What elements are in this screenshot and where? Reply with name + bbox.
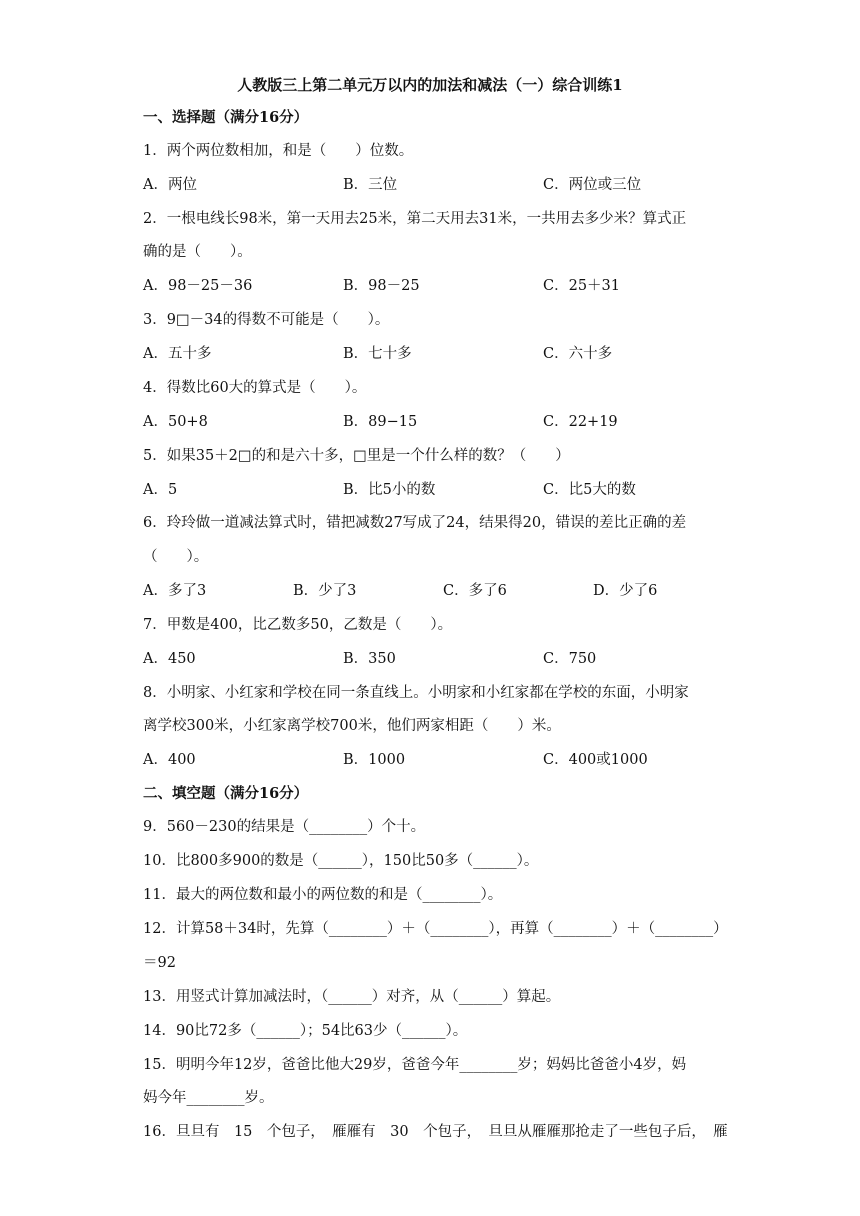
option-4b: B．89−15	[343, 414, 418, 430]
question-9: 9．560－230的结果是（________）个十。	[143, 819, 426, 835]
option-5a: A．5	[143, 482, 178, 498]
question-8-line2: 离学校300米，小红家离学校700米，他们两家相距（ ）米。	[143, 718, 561, 734]
option-6c: C．多了6	[443, 583, 507, 599]
question-15-line1: 15．明明今年12岁，爸爸比他大29岁，爸爸今年________岁；妈妈比爸爸小4岁，妈	[143, 1057, 687, 1073]
option-1b: B．三位	[343, 177, 398, 193]
question-2-line1: 2．一根电线长98米，第一天用去25米，第二天用去31米，一共用去多少米？算式正	[143, 211, 687, 227]
option-8c: C．400或1000	[543, 752, 648, 768]
question-7: 7．甲数是400，比乙数多50，乙数是（ ）。	[143, 617, 453, 633]
option-6d: D．少了6	[593, 583, 658, 599]
option-4a: A．50+8	[143, 414, 208, 430]
question-8-line1: 8．小明家、小红家和学校在同一条直线上。小明家和小红家都在学校的东面，小明家	[143, 685, 689, 701]
question-6-line2: （ ）。	[143, 549, 209, 565]
question-1: 1．两个两位数相加，和是（ ）位数。	[143, 143, 414, 159]
option-4c: C．22+19	[543, 414, 618, 430]
question-10: 10．比800多900的数是（______），150比50多（______）。	[143, 853, 539, 869]
question-2-line2: 确的是（ ）。	[143, 244, 252, 260]
option-5c: C．比5大的数	[543, 482, 636, 498]
question-15-line2: 妈今年________岁。	[143, 1090, 274, 1106]
question-13: 13．用竖式计算加减法时，（______）对齐，从（______）算起。	[143, 989, 561, 1005]
section-heading-choice: 一、选择题（满分16分）	[143, 109, 309, 126]
option-2a: A．98－25－36	[143, 278, 253, 294]
question-5: 5．如果35＋2□的和是六十多，□里是一个什么样的数？（ ）	[143, 448, 570, 464]
question-12-line2: ＝92	[143, 955, 176, 971]
option-2c: C．25＋31	[543, 278, 620, 294]
option-5b: B．比5小的数	[343, 482, 436, 498]
option-3c: C．六十多	[543, 346, 613, 362]
option-6a: A．多了3	[143, 583, 207, 599]
question-4: 4．得数比60大的算式是（ ）。	[143, 380, 367, 396]
question-6-line1: 6．玲玲做一道减法算式时，错把减数27写成了24，结果得20，错误的差比正确的差	[143, 515, 687, 531]
question-14: 14．90比72多（______）；54比63少（______）。	[143, 1023, 468, 1039]
question-3: 3．9□－34的得数不可能是（ ）。	[143, 312, 390, 328]
option-7b: B．350	[343, 651, 396, 667]
option-1c: C．两位或三位	[543, 177, 642, 193]
option-1a: A．两位	[143, 177, 197, 193]
question-16: 16．旦旦有 15 个包子， 雁雁有 30 个包子， 旦旦从雁雁那抢走了一些包子后， 雁	[143, 1124, 728, 1140]
question-11: 11．最大的两位数和最小的两位数的和是（________）。	[143, 887, 503, 903]
option-2b: B．98－25	[343, 278, 420, 294]
option-7a: A．450	[143, 651, 196, 667]
option-8a: A．400	[143, 752, 196, 768]
option-3a: A．五十多	[143, 346, 212, 362]
option-3b: B．七十多	[343, 346, 412, 362]
question-12-line1: 12．计算58＋34时，先算（________）＋（________），再算（________）＋（________）	[143, 921, 728, 937]
page-title: 人教版三上第二单元万以内的加法和减法（一）综合训练1	[237, 76, 623, 94]
option-8b: B．1000	[343, 752, 406, 768]
section-heading-fill: 二、填空题（满分16分）	[143, 785, 309, 802]
option-7c: C．750	[543, 651, 597, 667]
option-6b: B．少了3	[293, 583, 357, 599]
